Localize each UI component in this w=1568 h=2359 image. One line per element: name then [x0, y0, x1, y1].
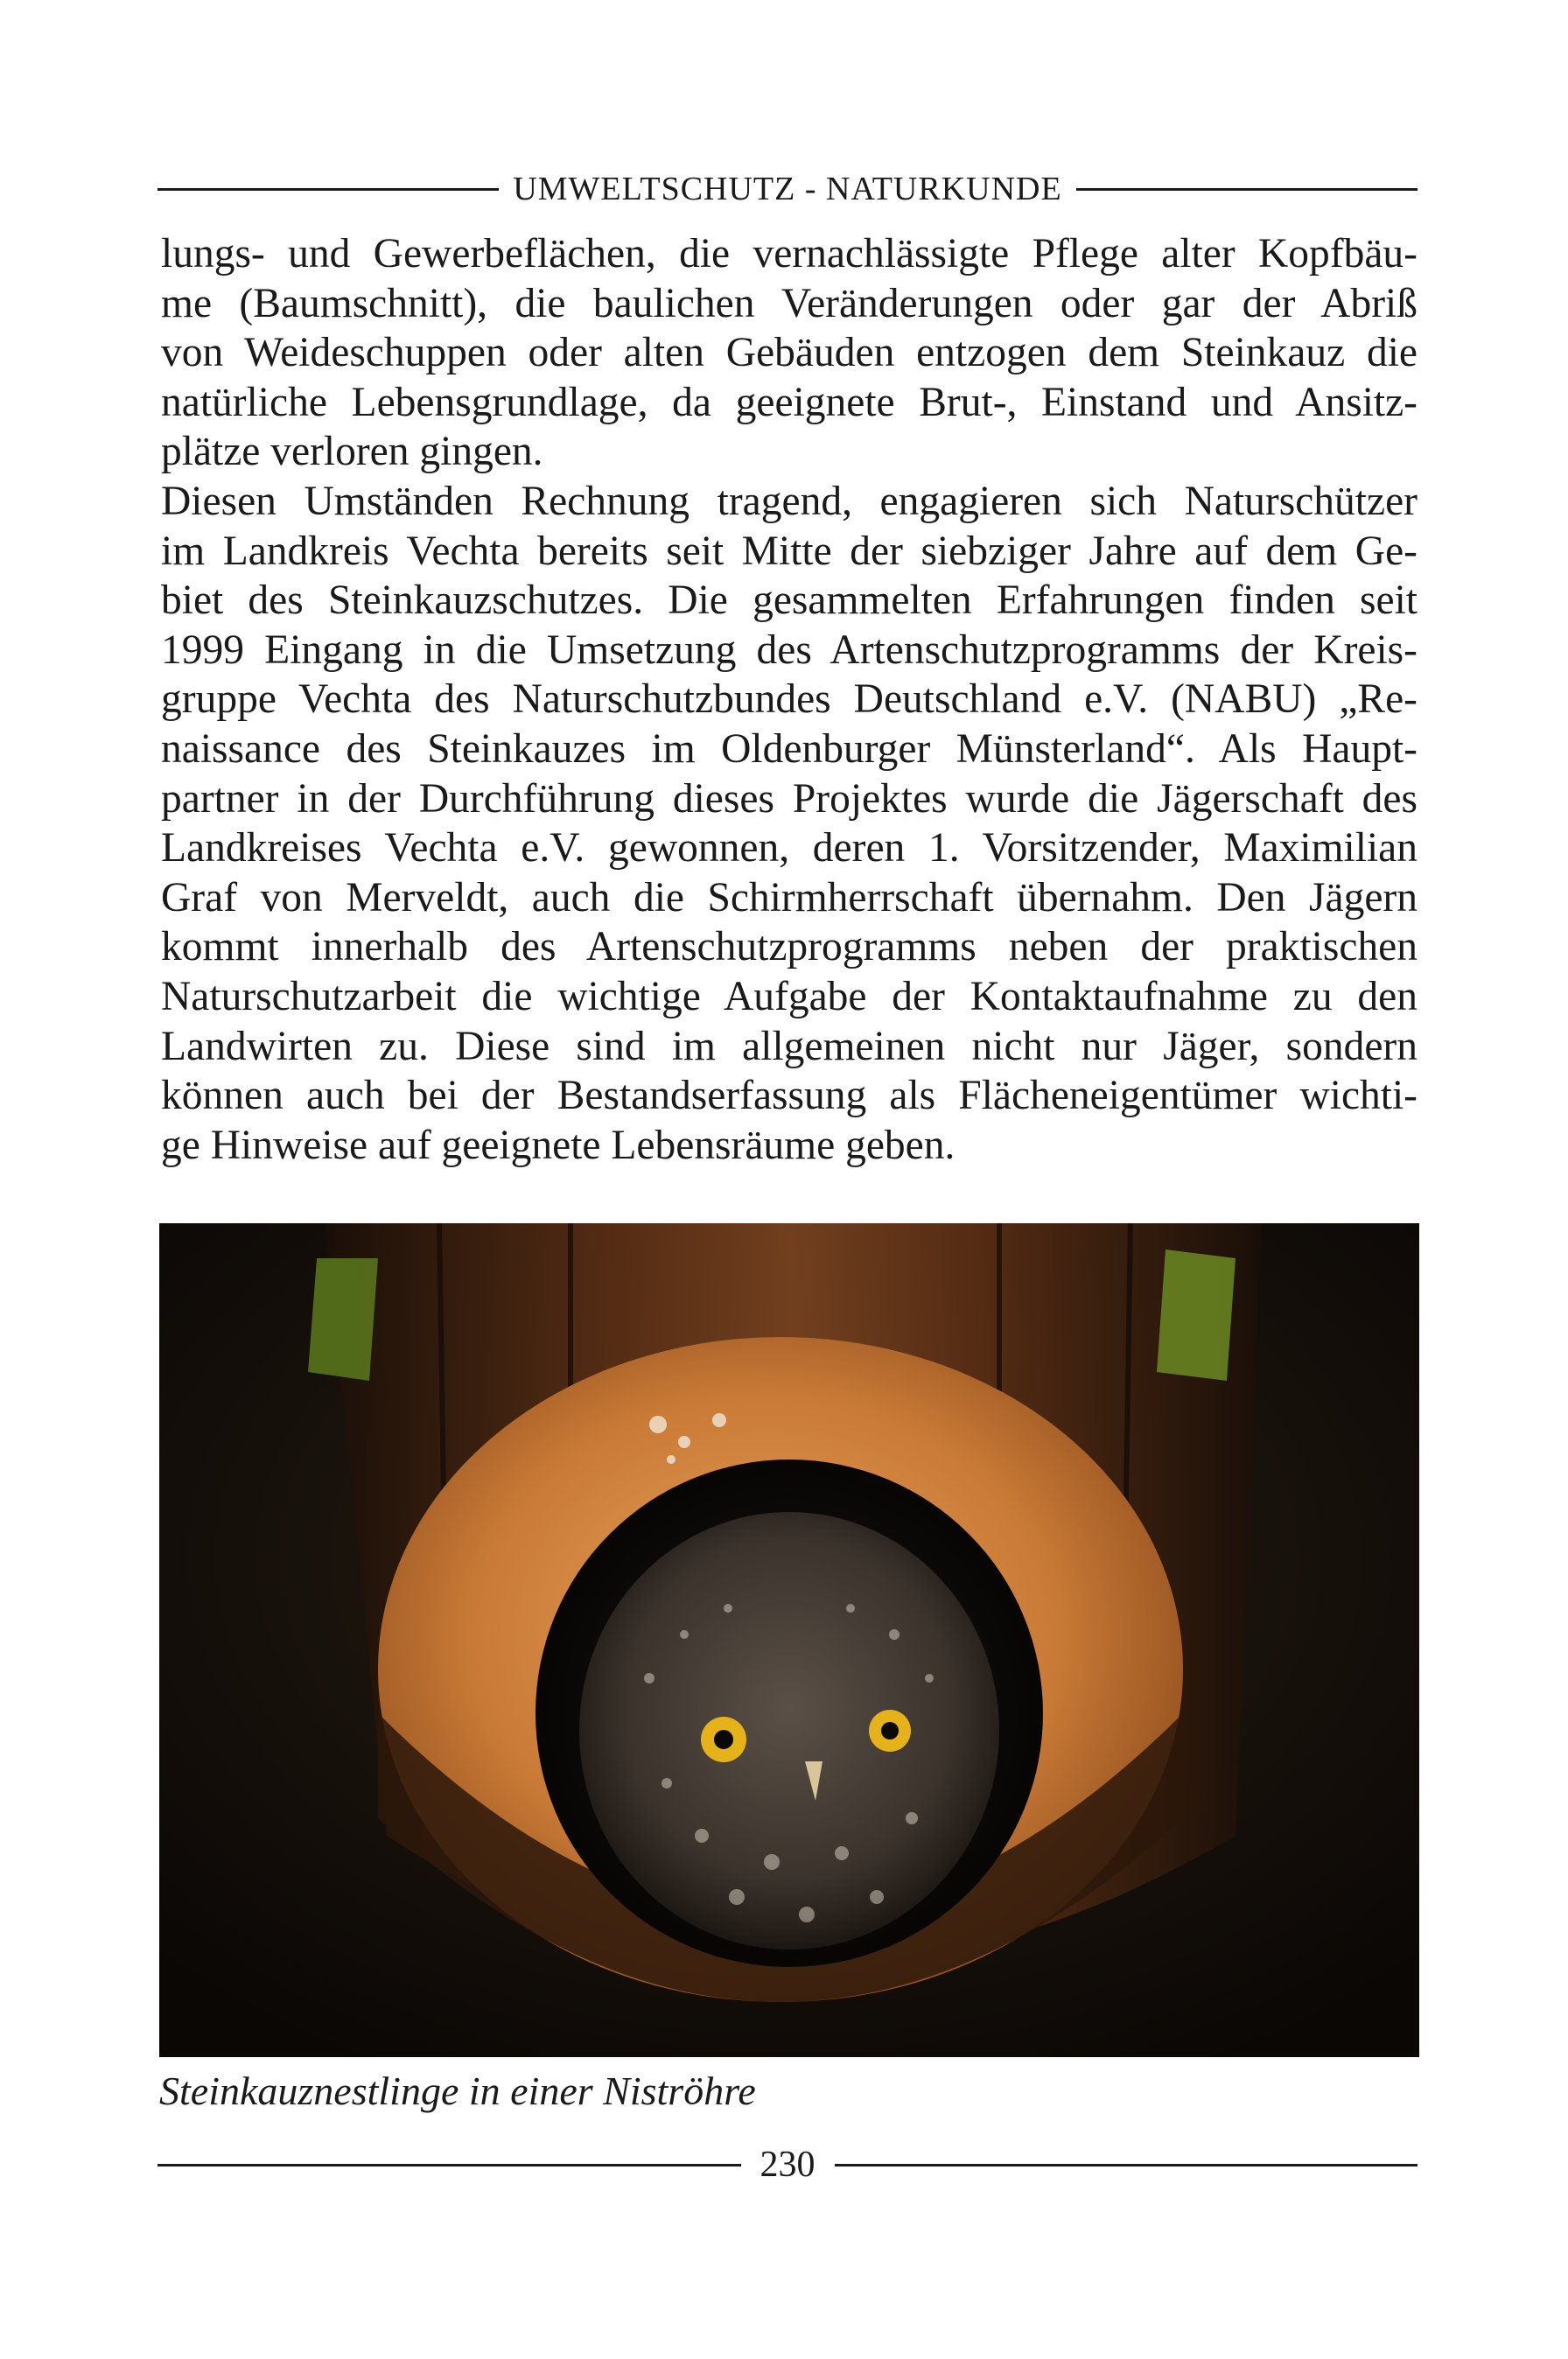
text-line: im Landkreis Vechta bereits seit Mitte der siebziger Jahre auf dem Ge-	[161, 528, 1418, 574]
text-line: ge Hinweise auf geeignete Lebensräume geben.	[161, 1122, 956, 1168]
text-line: natürliche Lebensgrundlage, da geeignete Brut-, Einstand und Ansitz-	[161, 379, 1418, 425]
header-rule-right	[1076, 188, 1418, 191]
text-line: 1999 Eingang in die Umsetzung des Artenschutzprogramms der Kreis-	[161, 626, 1418, 673]
paragraph-1	[161, 229, 1418, 477]
text-line: von Weideschuppen oder alten Gebäuden entzogen dem Steinkauz die	[161, 330, 1418, 376]
page-footer	[158, 2138, 1418, 2191]
text-line: lungs- und Gewerbeflächen, die vernachlässigte Pflege alter Kopfbäu-	[161, 231, 1418, 276]
footer-rule-left	[158, 2164, 741, 2166]
owl-nest-illustration	[159, 1223, 1419, 2057]
owl-nest-photo	[159, 1223, 1419, 2057]
text-line: me (Baumschnitt), die baulichen Veränderungen oder gar der Abriß	[161, 280, 1418, 326]
text-line: gruppe Vechta des Naturschutzbundes Deutschland e.V. (NABU) „Re-	[161, 676, 1418, 723]
body-text	[161, 229, 1418, 1170]
page-number: 230	[760, 2145, 816, 2185]
text-line: Graf von Merveldt, auch die Schirmherrschaft übernahm. Den Jägern	[161, 874, 1418, 920]
text-line: plätze verloren gingen.	[161, 429, 543, 475]
paragraph-2	[161, 477, 1418, 1170]
text-line: biet des Steinkauzschutzes. Die gesammelten Erfahrungen finden seit	[161, 578, 1418, 624]
text-line: Landwirten zu. Diese sind im allgemeinen nicht nur Jäger, sondern	[161, 1023, 1418, 1069]
text-line: Landkreises Vechta e.V. gewonnen, deren 1. Vorsitzender, Maximilian	[161, 825, 1418, 872]
text-line: partner in der Durchführung dieses Projektes wurde die Jägerschaft des	[161, 775, 1418, 822]
text-line: Naturschutzarbeit die wichtige Aufgabe der Kontaktaufnahme zu den	[161, 973, 1418, 1019]
text-line: können auch bei der Bestandserfassung als Flächeneigentümer wichti-	[161, 1073, 1418, 1119]
running-header-title: UMWELTSCHUTZ - NATURKUNDE	[513, 171, 1062, 207]
text-line: naissance des Steinkauzes im Oldenburger Münsterland“. Als Haupt-	[161, 725, 1418, 772]
footer-rule-right	[835, 2164, 1418, 2166]
running-header	[158, 163, 1418, 215]
header-rule-left	[158, 188, 499, 191]
text-line: Diesen Umständen Rechnung tragend, engagieren sich Naturschützer	[161, 478, 1418, 524]
text-line: kommt innerhalb des Artenschutzprogramms neben der praktischen	[161, 924, 1418, 970]
photo-caption: Steinkauznestlinge in einer Niströhre	[159, 2068, 756, 2113]
